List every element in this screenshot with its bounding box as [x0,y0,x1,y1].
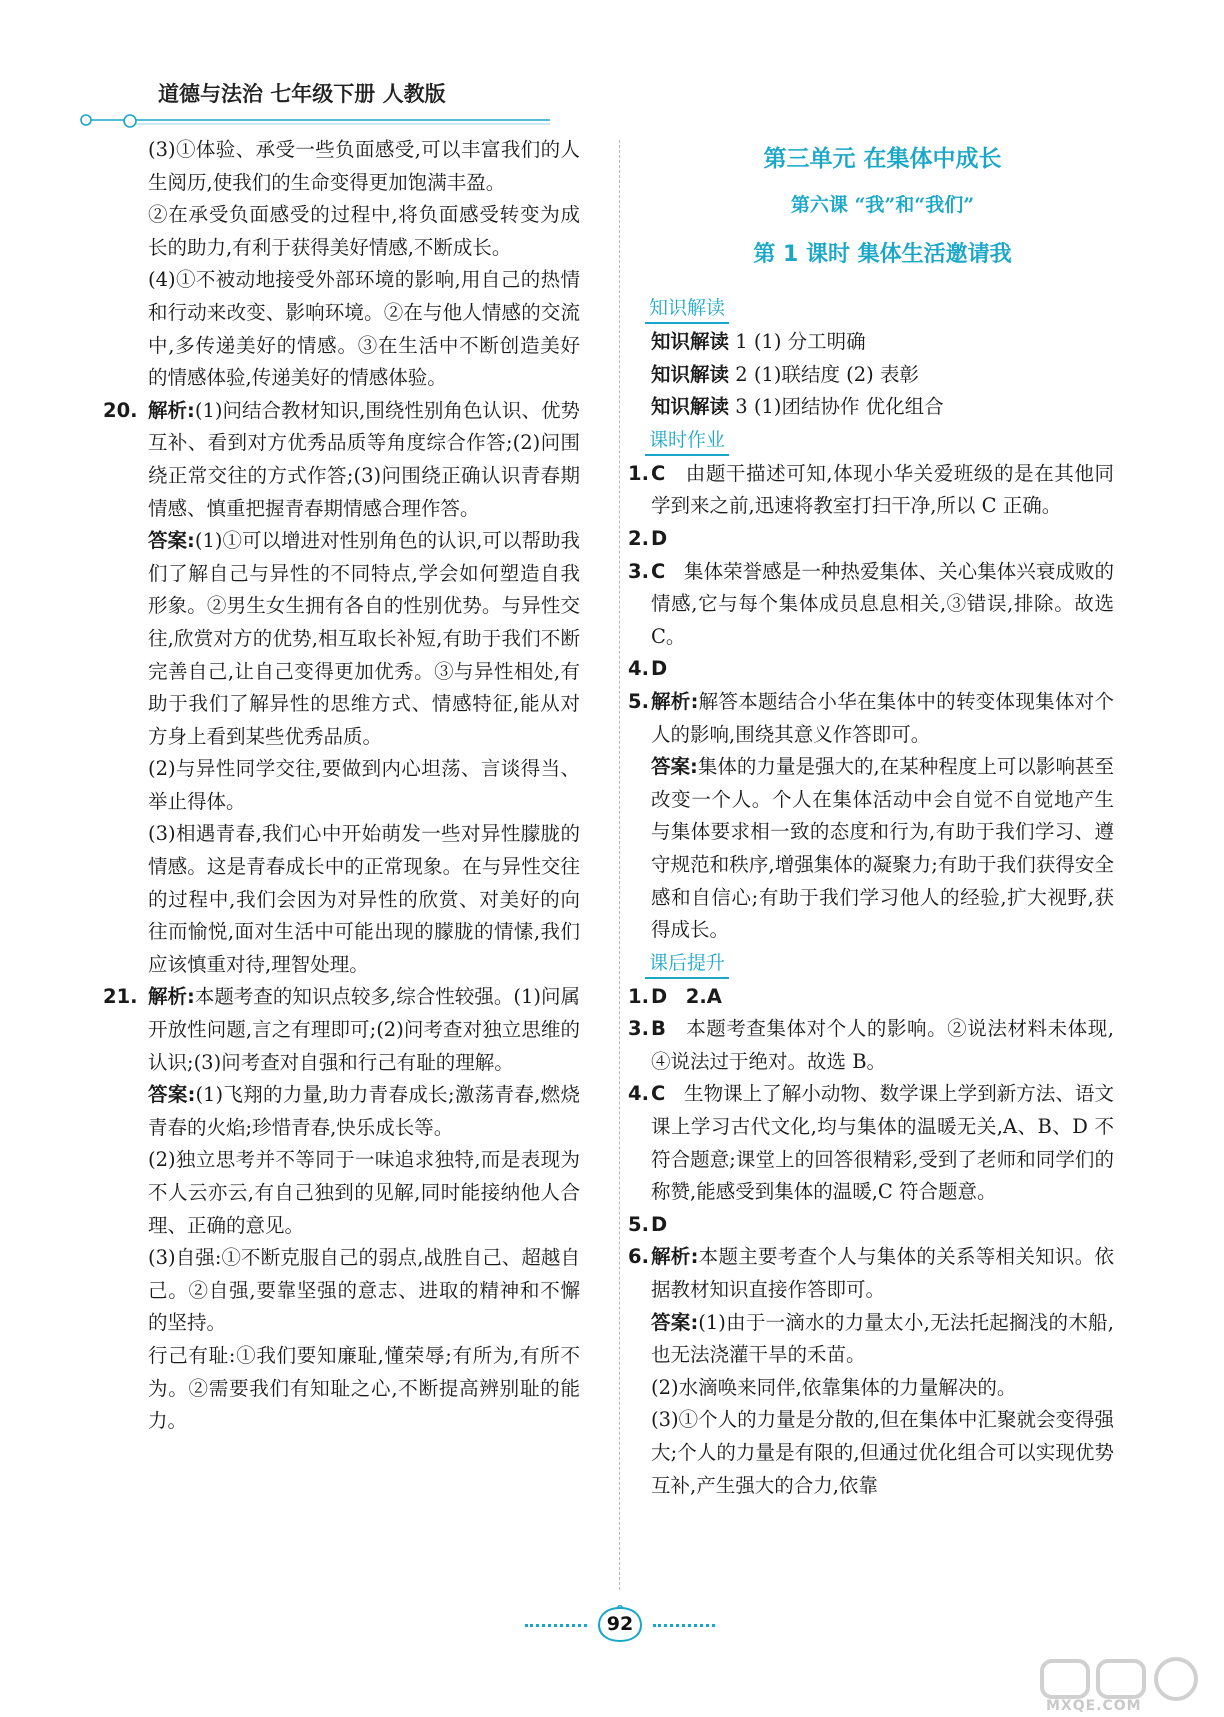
item-number: 5. [628,689,649,713]
answer-part: (3)①个人的力量是分散的,但在集体中汇聚就会变得强大;个人的力量是有限的,但通过优化组合可以实现优势互补,产生强大的合力,依靠 [651,1408,1114,1497]
answer-letter: C [651,461,666,485]
analysis-label: 解析: [148,985,195,1009]
right-column [628,134,1114,1502]
item-number: 6. [628,1245,649,1269]
paragraph: (3)①体验、承受一些负面感受,可以丰富我们的人生阅历,使我们的生命变得更加饱满丰盈。 [148,138,580,194]
homework-item-1 [628,458,1114,523]
knowledge-label: 知识解读 [651,395,730,419]
answer-part: (2)与异性同学交往,要做到内心坦荡、言谈得当、举止得体。 [148,757,580,813]
extension-item-5 [628,1209,1114,1242]
book-title: 道德与法治 七年级下册 人教版 [158,82,446,106]
item-number: 3. [628,559,649,583]
answer-letter: D [651,657,668,681]
item-text-line [651,1209,1114,1242]
item-number: 4. [628,657,649,681]
running-header [80,78,550,128]
footer-dots-left [525,1624,587,1627]
analysis-text: (1)问结合教材知识,围绕性别角色认识、优势互补、看到对方优秀品质等角度综合作答;(2)问围绕正常交往的方式作答;(3)问围绕正确认识青春期情感、慎重把握青春期情感合理作答。 [148,398,580,520]
page-footer [525,1605,715,1645]
left-column [103,134,580,1438]
answer-part: 行己有耻:①我们要知廉耻,懂荣辱;有所为,有所不为。②需要我们有知耻之心,不断提高辨别耻的能力。 [148,1343,580,1433]
knowledge-text: (1)联结度 (2) 表彰 [753,362,919,386]
item-text-line [651,1013,1114,1078]
explanation: 集体荣誉感是一种热爱集体、关心集体兴衰成败的情感,它与每个集体成员息息相关,③错误,排除。故选 C。 [651,559,1114,648]
item-number: 3. [628,1017,649,1041]
knowledge-label: 知识解读 [651,330,730,353]
answer-letter: C [651,559,666,583]
answer-letter: D [651,526,668,550]
analysis [651,1241,1114,1306]
answer-part: (3)相遇青春,我们心中开始萌发一些对异性朦胧的情感。这是青春成长中的正常现象。在与异性交往的过程中,我们会因为对异性的欣赏、对美好的向往而愉悦,面对生活中可能出现的朦胧的情愫,我们应该慎重对待,理智处理。 [148,822,580,976]
homework-item-3 [628,556,1114,654]
answer [651,1307,1114,1372]
item-number: 1. [628,461,649,485]
answer-letter: D [651,984,668,1008]
explanation: 由题干描述可知,体现小华关爱班级的是在其他同学到来之前,迅速将教室打扫干净,所以 C 正确。 [651,461,1114,518]
answer [651,751,1114,947]
answer-text: (1)飞翔的力量,助力青春成长;激荡青春,燃烧青春的火焰;珍惜青春,快乐成长等。 [148,1083,580,1139]
section-heading-extension: 课后提升 [645,949,729,979]
item-text-line [651,458,1114,523]
homework-item-4 [628,653,1114,686]
knowledge-point [651,359,1114,392]
analysis [651,686,1114,751]
analysis [148,981,580,1079]
paragraph: (4)①不被动地接受外部环境的影响,用自己的热情和行动来改变、影响环境。②在与他人情感的交流中,多传递美好的情感。③在生活中不断创造美好的情感体验,传递美好的情感体验。 [148,268,580,390]
page-number: 92 [606,1613,634,1635]
analysis-text: 解答本题结合小华在集体中的转变体现集体对个人的影响,围绕其意义作答即可。 [651,689,1114,746]
knowledge-text: (1)团结协作 优化组合 [753,395,944,419]
question-number: 20. [103,398,138,422]
extension-item-1-2 [628,981,1114,1014]
knowledge-point [651,326,1114,359]
answer-letter: C [651,1082,666,1106]
item-number: 2. [628,526,649,550]
knowledge-number: 2 [729,362,754,386]
section-heading-knowledge: 知识解读 [645,294,729,324]
answer-text: 集体的力量是强大的,在某种程度上可以影响甚至改变一个人。个人在集体活动中会自觉不自觉地产生与集体要求相一致的态度和行为,有助于我们学习、遵守规范和秩序,增强集体的凝聚力;有助于我们获得安全感和自信心;有助于我们学习他人的经验,扩大视野,获得成长。 [651,755,1114,942]
extension-item-4 [628,1078,1114,1208]
paragraph: ②在承受负面感受的过程中,将负面感受转变为成长的助力,有利于获得美好情感,不断成长。 [148,203,580,259]
section-heading-homework: 课时作业 [645,426,729,456]
homework-item-5 [628,686,1114,947]
footer-dots-right [653,1624,715,1627]
answer-text: (1)①可以增进对性别角色的认识,可以帮助我们了解自己与异性的不同特点,学会如何塑造自我形象。②男生女生拥有各自的性别优势。与异性交往,欣赏对方的优势,相互取长补短,有助于我们不断完善自己,让自己变得更加优秀。③与异性相处,有助于我们了解异性的思维方式、情感特征,能从对方身上看到某些优秀品质。 [148,529,580,748]
answer-letter: B [651,1017,666,1041]
analysis-text: 本题考查的知识点较多,综合性较强。(1)问属开放性问题,言之有理即可;(2)问考查对独立思维的认识;(3)问考查对自强和行己有耻的理解。 [148,985,580,1074]
header-decorative-line [80,112,550,130]
answer-part: (2)独立思考并不等同于一味追求独特,而是表现为不人云亦云,有自己独到的见解,同时能接纳他人合理、正确的意见。 [148,1148,580,1237]
answer-label: 答案: [148,529,195,553]
item-text-line [651,556,1114,654]
item-number: 5. [628,1212,649,1236]
explanation: 本题考查集体对个人的影响。②说法材料未体现,④说法过于绝对。故选 B。 [651,1017,1114,1073]
analysis-label: 解析: [651,1245,699,1269]
answer-text: (1)由于一滴水的力量太小,无法托起搁浅的木船,也无法浇灌干旱的禾苗。 [651,1310,1114,1367]
item-number: 2. [685,984,707,1008]
extension-item-6 [628,1241,1114,1502]
analysis [148,395,580,525]
question-20 [103,395,580,982]
answer [148,525,580,753]
item-text-line [651,981,1114,1014]
answer-part: (3)自强:①不断克服自己的弱点,战胜自己、超越自己。②自强,要靠坚强的意志、进取的精神和不懈的坚持。 [148,1246,580,1335]
extension-item-3 [628,1013,1114,1078]
item-number: 1. [628,984,649,1008]
period-title: 第 1 课时 集体生活邀请我 [753,242,1012,267]
column-divider [619,140,620,1590]
item-text-line [651,1078,1114,1208]
answer-part: (2)水滴唤来同伴,依靠集体的力量解决的。 [651,1375,1017,1399]
answer-label: 答案: [651,755,698,779]
knowledge-point [651,391,1114,424]
answer [148,1079,580,1144]
answer-label: 答案: [651,1310,699,1334]
lesson-title: 第六课 “我”和“我们” [790,194,975,216]
explanation: 生物课上了解小动物、数学课上学到新方法、语文课上学习古代文化,均与集体的温暖无关,A、B、D 不符合题意;课堂上的回答很精彩,受到了老师和同学们的称赞,能感受到集体的温暖,C 符合题意。 [651,1082,1114,1204]
item-text-line [651,653,1114,686]
answer-letter: A [706,984,722,1008]
question-number: 21. [103,985,138,1009]
item-text-line [651,523,1114,556]
answer-label: 答案: [148,1083,196,1107]
watermark-text: MXQE.COM [1046,1698,1142,1714]
knowledge-number: 1 [729,330,754,353]
analysis-label: 解析: [651,689,699,713]
item-number: 4. [628,1082,649,1106]
knowledge-number: 3 [729,395,754,419]
unit-title: 第三单元 在集体中成长 [763,146,1002,172]
analysis-label: 解析: [148,398,195,422]
question-21 [103,981,580,1437]
knowledge-label: 知识解读 [651,362,730,386]
knowledge-text: (1) 分工明确 [753,330,866,353]
homework-item-2 [628,523,1114,556]
answer-letter: D [651,1212,668,1236]
analysis-text: 本题主要考查个人与集体的关系等相关知识。依据教材知识直接作答即可。 [651,1245,1114,1302]
